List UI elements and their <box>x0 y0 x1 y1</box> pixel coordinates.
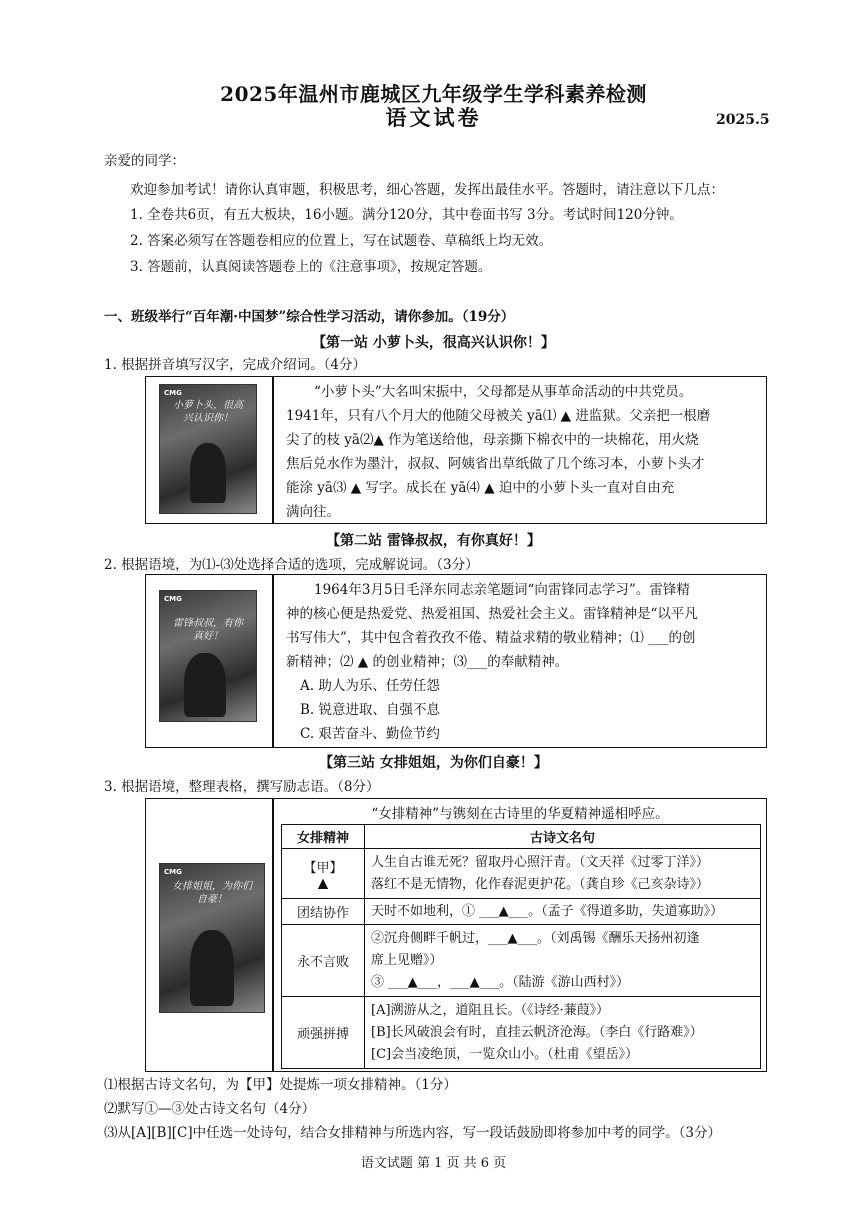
poem-line: [A]溯游从之，道阻且长。（《诗经·蒹葭》） <box>371 1002 610 1018</box>
station2-text: 1964年3月5日毛泽东同志亲笔题词“向雷锋同志学习”。雷锋精 神的核心便是热爱党、热爱祖国、热爱社会主义。雷锋精神是“以平凡 书写伟大”，其中包含着孜孜不倦、精益求精的敬业精神；⑴ ___的创 新精神；⑵ ▲ 的创业精神；⑶___的奉献精神。 A. 助人为乐、任劳任怨 B. 锐意进取、自强不息 C. 艰苦奋斗、勤俭节约 <box>286 578 756 746</box>
welcome-text: 欢迎参加考试！请你认真审题，积极思考，细心答题，发挥出最佳水平。答题时，请注意以下几点： <box>130 182 724 198</box>
cmg-logo-icon: CMG <box>164 595 182 603</box>
cmg-logo-icon: CMG <box>164 389 182 397</box>
leifeng-poster-image <box>159 590 257 722</box>
poem-line: 席上见赠》） <box>371 952 443 968</box>
option-c: C. 艰苦奋斗、勤俭节约 <box>300 726 440 742</box>
station2-box <box>145 574 767 748</box>
question-3: 3. 根据语境，整理表格，撰写励志语。（8分） <box>104 779 380 795</box>
xiaoluobotou-poster-image <box>159 384 257 514</box>
volleyball-player-figure-icon <box>190 930 234 1006</box>
intro-item-2: 2. 答案必须写在答题卷相应的位置上，写在试题卷、草稿纸上均无效。 <box>130 233 553 249</box>
poem-line: ②沉舟侧畔千帆过，___▲___。（刘禹锡《酬乐天扬州初逢 <box>371 930 700 946</box>
spirit-jia-blank: ▲ <box>318 875 328 891</box>
station2-title: 【第二站 雷锋叔叔，有你真好！】 <box>326 533 541 549</box>
table-header-poem: 古诗文名句 <box>365 825 761 849</box>
section1-heading: 一、班级举行“百年潮·中国梦”综合性学习活动，请你参加。（19分） <box>104 309 515 325</box>
subquestion-1: ⑴根据古诗文名句，为【甲】处提炼一项女排精神。（1分） <box>104 1077 457 1093</box>
poem-line: 人生自古谁无死？留取丹心照汗青。（文天祥《过零丁洋》） <box>371 854 710 870</box>
poem-line: ③ ___▲___，___▲___。（陆游《游山西村》） <box>371 974 630 990</box>
poem-line: 落红不是无情物，化作春泥更护花。（龚自珍《己亥杂诗》） <box>371 876 710 892</box>
question-1: 1. 根据拼音填写汉字，完成介绍词。（4分） <box>104 357 367 373</box>
intro-item-3: 3. 答题前，认真阅读答题卷上的《注意事项》，按规定答题。 <box>130 259 492 275</box>
question-2: 2. 根据语境，为⑴-⑶处选择合适的选项，完成解说词。（3分） <box>104 557 479 573</box>
station1-title: 【第一站 小萝卜头，很高兴认识你！】 <box>312 335 555 351</box>
table-header-spirit: 女排精神 <box>282 825 365 849</box>
station1-text: “小萝卜头”大名叫宋振中，父母都是从事革命活动的中共党员。 1941年，只有八个月大的他随父母被关 yā⑴ ▲ 进监狱。父亲把一根磨 尖了的枝 yā⑵▲ 作为笔送给他，母亲撕下棉衣中的一块棉花，用火烧 焦后兑水作为墨汁，叔叔、阿姨省出草纸做了几个练习本，小萝卜头才 能涂 yā⑶ ▲ 写字。成长在 yā⑷ ▲ 迫中的小萝卜头一直对自由充 满向往。 <box>286 384 711 520</box>
option-a: A. 助人为乐、任劳任怨 <box>300 678 440 694</box>
table-row <box>282 925 761 997</box>
subquestion-3: ⑶从[A][B][C]中任选一处诗句，结合女排精神与所选内容，写一段话鼓励即将参加中考的同学。（3分） <box>104 1125 721 1141</box>
cmg-logo-icon: CMG <box>164 868 182 876</box>
station1-box <box>145 376 767 524</box>
intro-item-1: 1. 全卷共6页，有五大板块，16小题。满分120分，其中卷面书写 3分。考试时间120分钟。 <box>130 207 683 223</box>
table-row <box>282 899 761 925</box>
spirit-label: 永不言败 <box>282 925 365 997</box>
table-row <box>282 849 761 899</box>
table-row <box>282 997 761 1069</box>
child-figure-icon <box>190 443 226 503</box>
spirit-poem-table <box>281 824 761 1069</box>
volleyball-poster-image <box>159 863 265 1013</box>
exam-title: 2025年温州市鹿城区九年级学生学科素养检测 <box>220 82 647 106</box>
spirit-label: 团结协作 <box>282 899 365 925</box>
subquestion-2: ⑵默写①—③处古诗文名句（4分） <box>104 1101 316 1117</box>
spirit-jia-label: 【甲】 <box>303 860 343 876</box>
greeting: 亲爱的同学： <box>104 153 185 169</box>
poster-caption: 女排姐姐，为你们自豪！ <box>172 881 252 905</box>
soldier-figure-icon <box>184 653 226 717</box>
poem-line: 天时不如地利，① ___▲___。（孟子《得道多助，失道寡助》） <box>371 903 724 919</box>
table-caption: “女排精神”与镌刻在古诗里的华夏精神遥相呼应。 <box>371 806 669 822</box>
station3-title: 【第三站 女排姐姐，为你们自豪！】 <box>319 755 548 771</box>
exam-subtitle: 语文试卷 <box>385 105 482 130</box>
poster-caption: 雷锋叔叔，有你真好！ <box>173 618 243 642</box>
exam-date: 2025.5 <box>716 112 770 128</box>
poem-line: [B]长风破浪会有时，直挂云帆济沧海。（李白《行路难》） <box>371 1024 703 1040</box>
poem-line: [C]会当凌绝顶，一览众山小。（杜甫《望岳》） <box>371 1046 639 1062</box>
spirit-label: 顽强拼搏 <box>282 997 365 1069</box>
option-b: B. 锐意进取、自强不息 <box>300 702 441 718</box>
poster-caption: 小萝卜头，很高兴认识你！ <box>173 400 243 424</box>
page-footer: 语文试题 第 1 页 共 6 页 <box>360 1156 507 1171</box>
